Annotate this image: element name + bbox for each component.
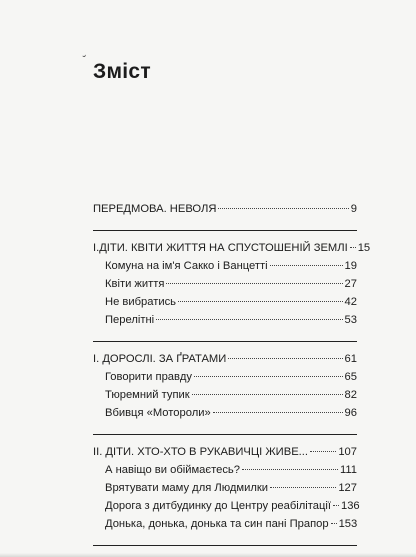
toc-entry-title: Донька, донька, донька та син пані Прапор: [105, 518, 329, 530]
toc-entry[interactable]: [93, 515, 357, 533]
toc-entry-title: I.ДІТИ. КВІТИ ЖИТТЯ НА СПУСТОШЕНІЙ ЗЕМЛІ: [93, 242, 348, 254]
dot-leader: [331, 523, 337, 524]
toc-entry-page: 19: [344, 260, 357, 272]
dot-leader: [166, 283, 342, 284]
toc-entry-page: 127: [338, 482, 357, 494]
toc-entry-page: 15: [357, 242, 371, 254]
dot-leader: [228, 358, 342, 359]
dot-leader: [213, 412, 343, 413]
toc-entry-page: 107: [338, 446, 357, 458]
toc-entry-title: Комуна на ім'я Сакко і Ванцетті: [105, 260, 268, 272]
page-title: Зміст: [93, 60, 151, 83]
toc-entry-title: Вбивця «Мотороли»: [105, 407, 211, 419]
toc-section-children-1: [93, 239, 371, 329]
section-divider: [93, 545, 357, 546]
toc-entry-title: Квіти життя: [105, 278, 165, 290]
dot-leader: [218, 208, 348, 209]
dot-leader: [350, 247, 356, 248]
toc-entry-title: А навіщо ви обіймаєтесь?: [105, 464, 240, 476]
toc-entry[interactable]: [93, 479, 357, 497]
toc-entry[interactable]: [93, 293, 357, 311]
toc-entry[interactable]: [93, 461, 357, 479]
toc-entry[interactable]: [93, 404, 357, 422]
toc-entry[interactable]: [93, 257, 357, 275]
toc-entry-title: Тюремний тупик: [105, 389, 190, 401]
toc-entry-page: 53: [344, 314, 357, 326]
toc-entry[interactable]: [93, 368, 357, 386]
toc-entry-page: 61: [344, 353, 357, 365]
dot-leader: [333, 505, 339, 506]
dot-leader: [310, 451, 336, 452]
section-divider: [93, 341, 357, 342]
toc-entry-page: 111: [339, 464, 357, 476]
toc-entry-page: 9: [350, 203, 357, 215]
toc-entry[interactable]: [93, 350, 357, 368]
page-edge-shadow: [0, 553, 416, 557]
toc-entry[interactable]: [93, 275, 357, 293]
section-divider: [93, 434, 357, 435]
toc-entry-title: Не вибратись: [105, 296, 177, 308]
toc-entry[interactable]: [93, 497, 360, 515]
toc-entry-page: 27: [344, 278, 357, 290]
dot-leader: [156, 319, 342, 320]
toc-entry-title: І. ДОРОСЛІ. ЗА ҐРАТАМИ: [93, 353, 227, 365]
toc-entry-title: ПЕРЕДМОВА. НЕВОЛЯ: [93, 203, 217, 215]
toc-entry[interactable]: [93, 239, 371, 257]
toc-entry-title: Врятувати маму для Людмилки: [105, 482, 269, 494]
toc-entry-page: 153: [338, 518, 358, 530]
toc-section-preface: [93, 200, 357, 218]
dot-leader: [194, 376, 343, 377]
dot-leader: [270, 487, 336, 488]
toc-entry-title: Дорога з дитбудинку до Центру реабілітації: [105, 500, 331, 512]
toc-entry[interactable]: [93, 386, 357, 404]
toc-entry-page: 42: [344, 296, 357, 308]
toc-entry-page: 65: [344, 371, 357, 383]
dot-leader: [242, 469, 338, 470]
toc-entry[interactable]: [93, 443, 357, 461]
toc-section-adults: [93, 350, 357, 422]
dot-leader: [270, 265, 343, 266]
toc-entry-title: Перелітні: [105, 314, 155, 326]
section-divider: [93, 230, 357, 231]
table-of-contents: [93, 200, 371, 554]
dot-leader: [192, 394, 343, 395]
dot-leader: [178, 301, 343, 302]
toc-entry-page: 96: [344, 407, 357, 419]
toc-section-children-2: [93, 443, 360, 533]
toc-entry-title: II. ДІТИ. ХТО-ХТО В РУКАВИЧЦІ ЖИВЕ...: [93, 446, 308, 458]
pencil-mark: ˇ: [82, 53, 90, 67]
toc-entry-title: Говорити правду: [105, 371, 192, 383]
toc-entry[interactable]: [93, 311, 357, 329]
toc-entry-page: 82: [344, 389, 357, 401]
toc-entry[interactable]: [93, 200, 357, 218]
toc-entry-page: 136: [340, 500, 360, 512]
